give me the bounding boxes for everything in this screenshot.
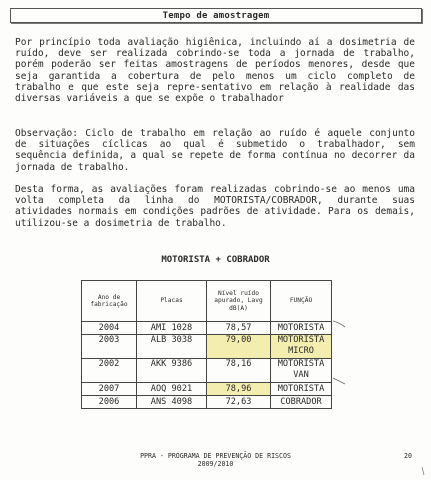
- cell-nivel-highlighted: 79,00: [207, 335, 271, 359]
- noise-table: [81, 280, 332, 409]
- cell-nivel: 78,57: [207, 322, 271, 335]
- cell-placa: AMI 1028: [137, 322, 207, 335]
- pen-check-mark-icon: [332, 376, 346, 388]
- corner-pen-mark-icon: [420, 466, 426, 476]
- cell-placa: ALB 3038: [137, 335, 207, 359]
- cell-funcao-line: VAN: [293, 370, 309, 380]
- cell-funcao-highlighted: [271, 335, 332, 359]
- table-title: MOTORISTA + COBRADOR: [161, 255, 270, 265]
- table-row: [82, 359, 332, 383]
- cell-ano: 2006: [82, 396, 137, 409]
- paragraph-observation: Observação: Ciclo de trabalho em relação ao ruído é aquele conjunto de situações cíclicas ao qual é submetido o trabalhador, sem sequência definida, a qual se repete de forma contínua no decorrer da jornada de trabalho.: [15, 128, 415, 173]
- table-row: [82, 383, 332, 396]
- cell-funcao-line: MOTORISTA: [277, 359, 325, 369]
- cell-funcao-line: MOTORISTA: [277, 322, 325, 333]
- header-funcao: FUNÇÃO: [271, 281, 332, 322]
- table-header-row: [82, 281, 332, 322]
- header-ano: Ano de fabricação: [82, 281, 137, 322]
- cell-funcao-line: COBRADOR: [280, 396, 322, 407]
- cell-funcao: [271, 359, 332, 383]
- cell-funcao-line: MOTORISTA: [277, 383, 325, 394]
- cell-placa: AKK 9386: [137, 359, 207, 383]
- footer-program-title: PPRA - PROGRAMA DE PREVENÇÃO DE RISCOS: [140, 452, 291, 460]
- section-title: [10, 8, 422, 23]
- table-row: [82, 335, 332, 359]
- paragraph-method: Desta forma, as avaliações foram realizadas cobrindo-se ao menos uma volta completa da linha do MOTORISTA/COBRADOR, durante suas atividades normais em condições padrões de atividade. Para os demais, utilizou-se a dosimetria de trabalho.: [15, 184, 415, 229]
- section-title-text: Tempo de amostragem: [162, 10, 270, 21]
- cell-placa: AOQ 9021: [137, 383, 207, 396]
- cell-ano: 2003: [82, 335, 137, 359]
- cell-ano: 2002: [82, 359, 137, 383]
- cell-funcao-line: MICRO: [288, 346, 314, 356]
- page-number: 20: [404, 452, 412, 460]
- header-placas: Placas: [137, 281, 207, 322]
- cell-funcao-line: MOTORISTA: [277, 335, 325, 345]
- cell-funcao: [271, 383, 332, 396]
- paragraph-sampling-principle: Por princípio toda avaliação higiênica, incluindo aí a dosimetria de ruído, deve ser realizada cobrindo-se toda a jornada de trabalho, porém poderão ser feitas amostragens de períodos menores, desde que seja garantida a cobertura de pelo menos um ciclo completo de trabalho e que este seja repre-sentativo em relação à realidade das diversas variáveis a que se expõe o trabalhador: [15, 37, 415, 105]
- cell-nivel-highlighted: 78,96: [207, 383, 271, 396]
- table-row: [82, 322, 332, 335]
- cell-ano: 2004: [82, 322, 137, 335]
- cell-nivel: 72,63: [207, 396, 271, 409]
- page-footer: [0, 452, 431, 468]
- pen-check-mark-icon: [332, 318, 346, 330]
- cell-funcao: [271, 396, 332, 409]
- cell-funcao: [271, 322, 332, 335]
- footer-period: 2009/2010: [197, 460, 234, 468]
- cell-nivel: 78,16: [207, 359, 271, 383]
- header-nivel: Nível ruído apurado, Lavg dB(A): [207, 281, 271, 322]
- cell-placa: ANS 4098: [137, 396, 207, 409]
- table-row: [82, 396, 332, 409]
- cell-ano: 2007: [82, 383, 137, 396]
